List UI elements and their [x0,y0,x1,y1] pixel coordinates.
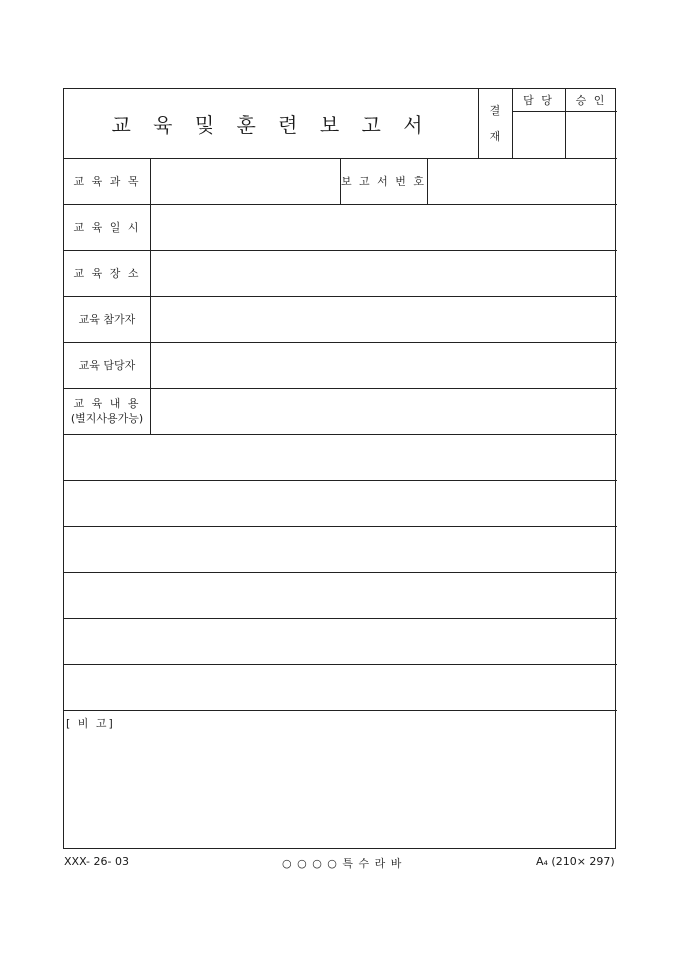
paper-size: A₄ (210× 297) [536,855,615,868]
course-label: 교 육 과 목 [73,175,141,188]
approval-label-top: 결 [489,103,501,117]
content-line[interactable] [64,434,617,480]
participants-field[interactable] [150,296,617,342]
manager-field[interactable] [150,342,617,388]
datetime-label: 교 육 일 시 [73,221,141,234]
content-line[interactable] [64,664,617,710]
course-field[interactable] [150,158,340,204]
approval-label [478,89,512,158]
content-line[interactable] [64,572,617,618]
school-name: ○ ○ ○ ○ 특 수 라 바 [282,857,403,870]
place-field[interactable] [150,250,617,296]
approval-label-bottom: 재 [489,129,501,143]
report-number-label: 보 고 서 번 호 [340,175,427,188]
place-label: 교 육 장 소 [73,267,141,280]
datetime-field[interactable] [150,204,617,250]
report-number-field[interactable] [427,158,617,204]
manager-label: 교육 담당자 [78,359,136,372]
report-form [63,88,616,849]
approval-sign-manager[interactable] [512,112,565,158]
divider [64,710,617,711]
form-code: XXX- 26- 03 [64,855,129,868]
content-field[interactable] [150,388,617,434]
approval-col-manager: 담 당 [523,94,554,107]
approval-col-approve: 승 인 [575,94,607,107]
content-line[interactable] [64,526,617,572]
content-label [64,388,150,434]
content-line[interactable] [64,618,617,664]
remarks-field[interactable] [64,729,617,847]
content-line[interactable] [64,480,617,526]
form-title: 교 육 및 훈 련 보 고 서 [111,113,431,137]
remarks-label: [ 비 고] [66,717,115,730]
approval-sign-approve[interactable] [565,112,617,158]
content-label-line2: (별지사용가능) [70,412,144,425]
participants-label: 교육 참가자 [78,313,136,326]
content-label-line1: 교 육 내 용 [73,397,141,410]
